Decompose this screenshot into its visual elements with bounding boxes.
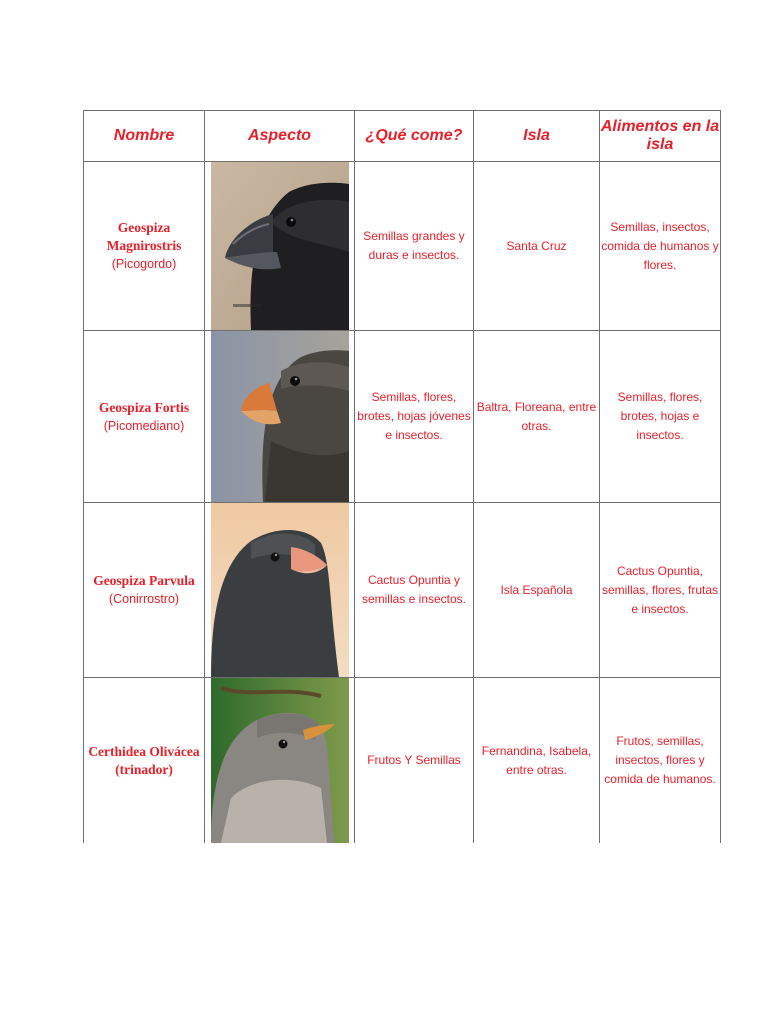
table-row [84,162,721,331]
common-name: (Conirrostro) [108,592,180,606]
aspect-cell [205,331,355,503]
island-cell: Isla Española [474,503,600,678]
aspect-cell [205,162,355,331]
island-food-cell: Frutos, semillas, insectos, flores y comida de humanos. [600,678,721,844]
header-row [84,111,721,162]
diet-cell: Cactus Opuntia y semillas e insectos. [355,503,474,678]
common-name: (Picogordo) [111,257,177,271]
aspect-cell [205,678,355,844]
header-isla: Isla [474,111,600,162]
header-nombre: Nombre [84,111,205,162]
island-food-cell: Cactus Opuntia, semillas, flores, frutas e insectos. [600,503,721,678]
common-name: (Picomediano) [103,418,185,433]
scientific-name: Certhidea Olivácea [88,743,200,759]
medium-ground-finch-photo [211,331,349,502]
diet-cell: Semillas grandes y duras e insectos. [355,162,474,331]
common-name: (trinador) [115,761,173,777]
scientific-name: Geospiza Parvula [93,573,195,588]
large-ground-finch-photo [211,162,349,330]
island-cell: Fernandina, Isabela, entre otras. [474,678,600,844]
species-name-cell [84,678,205,844]
island-cell: Santa Cruz [474,162,600,331]
species-name-cell [84,503,205,678]
table-row [84,331,721,503]
header-que-come: ¿Qué come? [355,111,474,162]
species-name-cell [84,162,205,331]
table-row [84,503,721,678]
island-cell: Baltra, Floreana, entre otras. [474,331,600,503]
island-food-cell: Semillas, flores, brotes, hojas e insectos. [600,331,721,503]
diet-cell: Frutos Y Semillas [355,678,474,844]
header-aspecto: Aspecto [205,111,355,162]
scientific-name: Geospiza Magnirostris [106,220,182,253]
table-row [84,678,721,844]
header-alimentos: Alimentos en la isla [600,111,721,162]
finch-table [83,110,721,843]
aspect-cell [205,503,355,678]
scientific-name: Geospiza Fortis [98,399,190,415]
small-tree-finch-photo [211,503,349,677]
species-name-cell [84,331,205,503]
warbler-finch-photo [211,678,349,843]
island-food-cell: Semillas, insectos, comida de humanos y flores. [600,162,721,331]
diet-cell: Semillas, flores, brotes, hojas jóvenes e insectos. [355,331,474,503]
